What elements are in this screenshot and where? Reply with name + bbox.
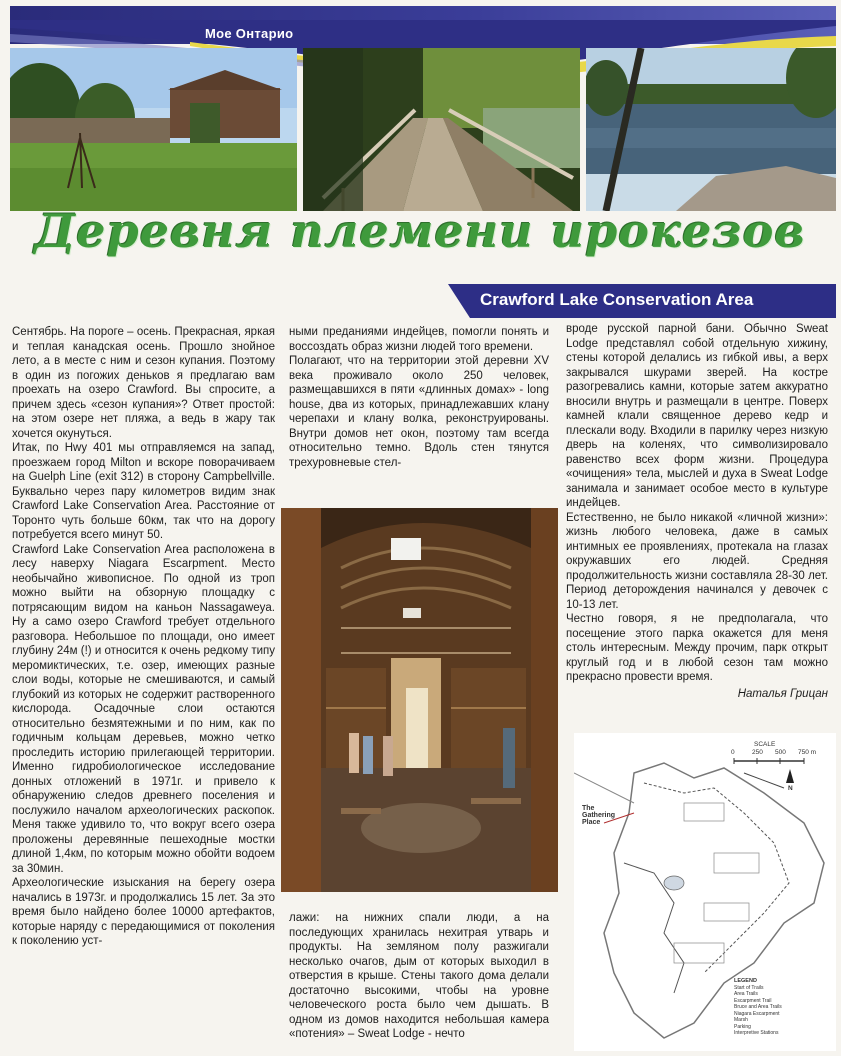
paragraph: Crawford Lake Conservation Area расположена в лесу наверху Niagara Escarpment. Место необычайно живописное. По одной из троп можно выйти на обзорную площадку с потрясающим видом на каньон Nassagaweya. Ну а само озеро Crawford требует отдельного разговора. Небольшое по площади, оно имеет глубину 24м (!) и относится к очень редкому типу меромиктических, т.е. озер, имеющих разные слои воды, которые не смешиваются, и самый глубокий из которых не содержит растворенного кислорода. Осадочные слои остаются относительно безмятежными и по ним, как по годичным кольцам деревьев, можно четко проследить историю прилегающей территории. Именно гидробиологическое исследование донных отложений в 1971г. и привело к обнаружению следов древнего поселения и послужило началом археологических раскопок. Меня также удивило то, что вокруг всего озера проложены деревянные пешеходные мостки длиной 1,4км, по которым можно обойти водоем за 30мин.: [12, 543, 275, 875]
lake-view-photo: [586, 48, 836, 211]
gathering-place-label: The Gathering Place: [582, 805, 616, 826]
legend-item: Marsh: [734, 1017, 748, 1023]
paragraph: вроде русской парной бани. Обычно Sweat Lodge представлял собой отдельную хижину, стены которой делались из гибкой ивы, а верх закрывался шкурами зверей. На костре разогревались камни, которые затем аккуратно вносили внутрь и размещали в центре. Поверх камней клали священное дерево кедр и плескали воду. Входили в парилку через низкую дверь на коленях, что символизировало равенство всех форм жизни. Процедура «очищения» тела, мыслей и духа в Sweat Lodge занимала и занимает особое место в культуре индейцев.: [566, 323, 828, 509]
paragraph: Археологические изыскания на берегу озера начались в 1973г. и продолжались 15 лет. За это время было найдено более 10000 артефактов, которые наряду с передающимися от поколения к поколению уст-: [12, 877, 275, 947]
paragraph: Честно говоря, я не предполагала, что посещение этого парка окажется для меня столь интересным. Между прочим, парк открыт круглый год и в любой сезон там можно прекрасно провести время.: [566, 613, 828, 683]
article-column-3: [566, 322, 828, 701]
section-tag: Мое Онтарио: [205, 26, 294, 41]
article-column-1: [12, 325, 275, 949]
legend-item: Start of Trails: [734, 984, 764, 991]
legend-item: Interpretive Stations: [734, 1030, 779, 1036]
legend-item: Bruce and Area Trails: [734, 1004, 782, 1010]
paragraph: лажи: на нижних спали люди, а на последующих хранилась нехитрая утварь и продукты. На земляном полу разжигали несколько очагов, дым от которых выходил в отверстия в крыше. Стены такого дома делали достаточно высокими, чтобы на уровне человеческого роста было чем дышать. В одном из домов находится небольшая камера «потения» – Sweat Lodge - нечто: [289, 912, 549, 1040]
map-scale-tick: 250: [752, 749, 763, 756]
paragraph: Полагают, что на территории этой деревни XV века проживало около 250 человек, размещавшихся в пяти «длинных домах» - long house, два из которых, принадлежавших клану черепахи и клану волка, реконструированы. Внутри домов нет окон, поэтому там всегда относительно темно. Вдоль стен тянутся трехуровневые стел-: [289, 355, 549, 469]
map-scale-label: SCALE: [754, 741, 776, 748]
legend-item: Parking: [734, 1023, 751, 1030]
legend-title: LEGEND: [734, 978, 757, 984]
article-column-2-bottom: [289, 911, 549, 1042]
map-legend: [734, 978, 830, 1037]
map-scale-tick: 0: [731, 749, 735, 756]
paragraph: Итак, по Hwy 401 мы отправляемся на запад, проезжаем город Milton и вскоре поворачиваем на Guelph Line (exit 312) в сторону Campbellville. Буквально через пару километров видим знак Crawford Lake Conservation Area. Расстояние от Торонто чуть больше 60км, так что на дорогу потребуется всего минут 50.: [12, 442, 275, 541]
longhouse-interior-photo: [281, 508, 558, 892]
paragraph: ными преданиями индейцев, помогли понять и воссоздать образ жизни людей того времени.: [289, 326, 549, 353]
boardwalk-bridge-photo: [303, 48, 580, 211]
legend-item: Escarpment Trail: [734, 997, 772, 1004]
longhouse-palisade-photo: [10, 48, 297, 211]
paragraph: Сентябрь. На пороге – осень. Прекрасная, яркая и теплая канадская осень. Прошло знойное лето, а в месте с ним и сезон купания. Поэтому в один из погожих деньков я предлагаю вам проехать на озеро Crawford. Вы спросите, а причем здесь «сезон купания»? Ответ простой: на этом озере нет пляжа, а ведь в жару так хочется окунуться.: [12, 326, 275, 440]
article-subtitle: Crawford Lake Conservation Area: [480, 290, 754, 309]
paragraph: Естественно, не было никакой «личной жизни»: жизнь любого человека, даже в самых интимных ее проявлениях, протекала на глазах окружавших его людей. Средняя продолжительность жизни составляла 28-30 лет. Период деторождения начинался у девочек с 10-13 лет.: [566, 511, 828, 611]
legend-item: Niagara Escarpment: [734, 1010, 780, 1017]
subtitle-bar: [470, 284, 836, 318]
north-arrow-label: N: [788, 785, 793, 792]
article-title: Деревня племени ирокезов: [34, 204, 806, 258]
map-scale-tick: 750 m: [798, 749, 817, 756]
legend-item: Area Trails: [734, 991, 758, 997]
article-column-2-top: [289, 325, 549, 470]
map-scale-tick: 500: [775, 749, 786, 756]
article-author: Наталья Грицан: [737, 687, 828, 700]
